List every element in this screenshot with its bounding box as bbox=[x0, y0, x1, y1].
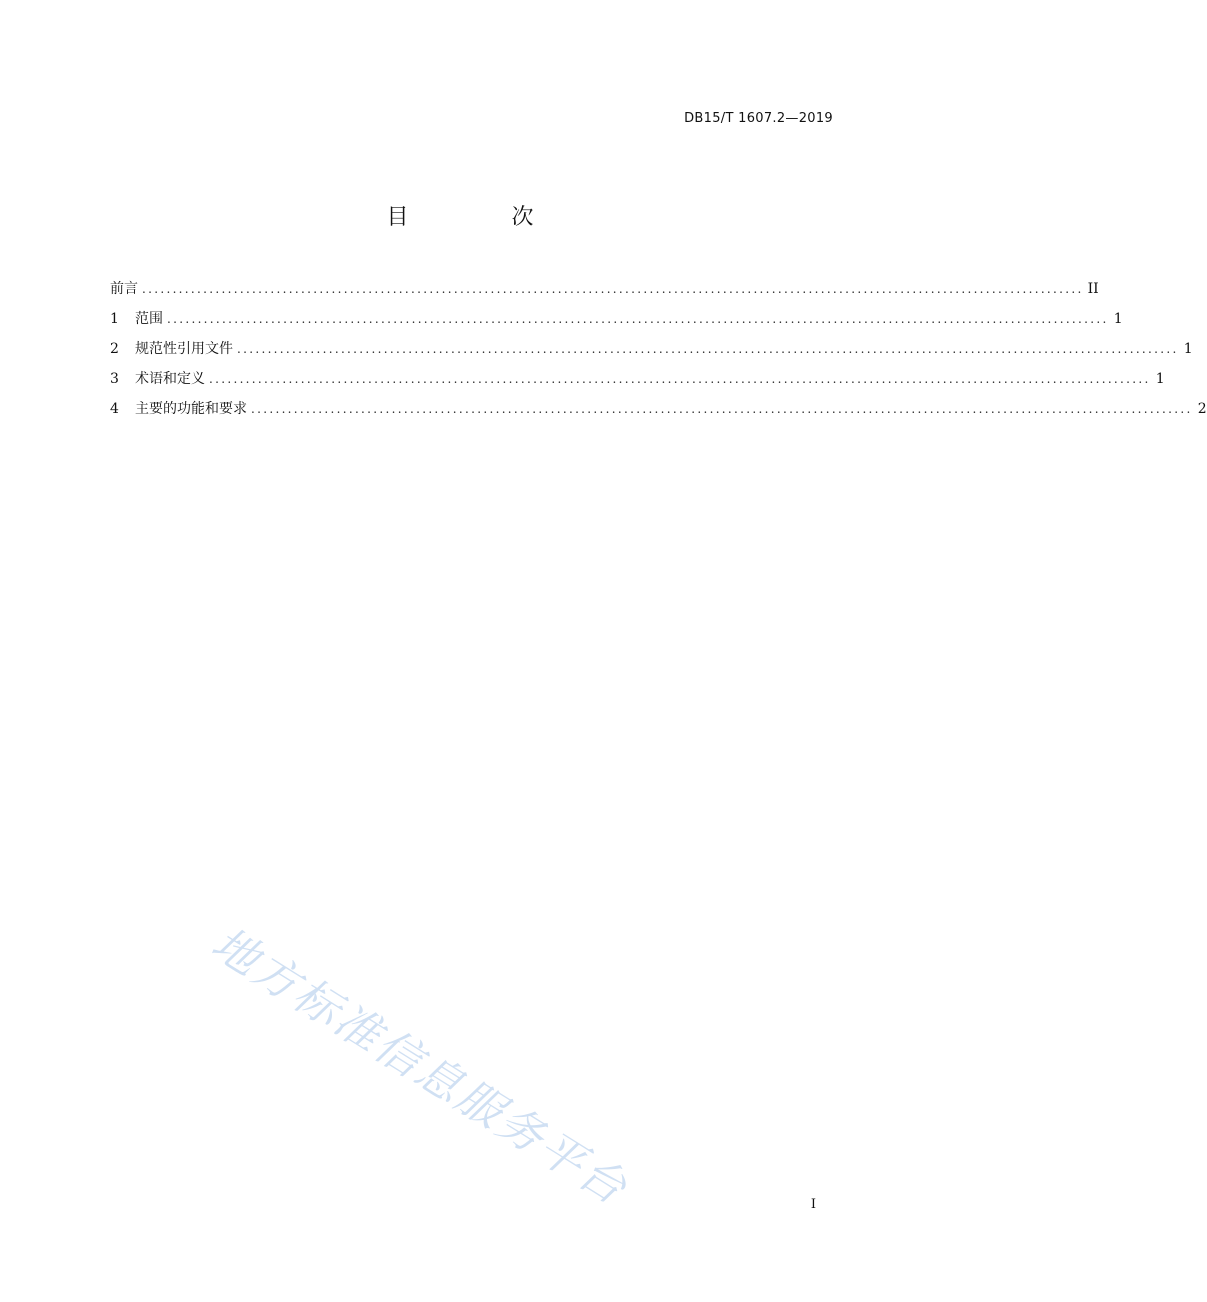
toc-entry-number: 2 bbox=[110, 341, 119, 357]
toc-entry-scope[interactable] bbox=[110, 309, 1123, 339]
watermark: 地方标准信息服务平台 bbox=[202, 916, 638, 1216]
toc-entry-label: 前言 bbox=[110, 281, 138, 297]
toc-entry-label: 主要的功能和要求 bbox=[135, 401, 247, 417]
toc-entry-label: 规范性引用文件 bbox=[135, 341, 233, 357]
toc-entry-page: II bbox=[1087, 281, 1099, 297]
toc-leader-dots: .......................................................................................................................................................... bbox=[251, 402, 1193, 416]
toc-entry-page: 2 bbox=[1197, 401, 1207, 417]
toc-entry-label: 范围 bbox=[135, 311, 163, 327]
table-of-contents bbox=[110, 279, 1207, 429]
toc-entry-normative-references[interactable] bbox=[110, 339, 1193, 369]
toc-entry-number: 4 bbox=[110, 401, 119, 417]
toc-leader-dots: .......................................................................................................................................................... bbox=[237, 342, 1179, 356]
standard-code: DB15/T 1607.2—2019 bbox=[684, 111, 833, 126]
toc-leader-dots: .......................................................................................................................................................... bbox=[209, 372, 1151, 386]
toc-entry-number: 3 bbox=[110, 371, 119, 387]
toc-entry-foreword[interactable] bbox=[110, 279, 1099, 309]
page-number: I bbox=[810, 1197, 816, 1212]
toc-entry-label: 术语和定义 bbox=[135, 371, 205, 387]
toc-entry-page: 1 bbox=[1113, 311, 1123, 327]
toc-entry-number: 1 bbox=[110, 311, 119, 327]
toc-leader-dots: .......................................................................................................................................................... bbox=[142, 282, 1084, 296]
toc-leader-dots: .......................................................................................................................................................... bbox=[167, 312, 1109, 326]
toc-entry-page: 1 bbox=[1183, 341, 1193, 357]
toc-entry-page: 1 bbox=[1155, 371, 1165, 387]
toc-entry-functions-requirements[interactable] bbox=[110, 399, 1207, 429]
toc-title: 目 次 bbox=[386, 205, 582, 230]
toc-entry-terms-definitions[interactable] bbox=[110, 369, 1165, 399]
